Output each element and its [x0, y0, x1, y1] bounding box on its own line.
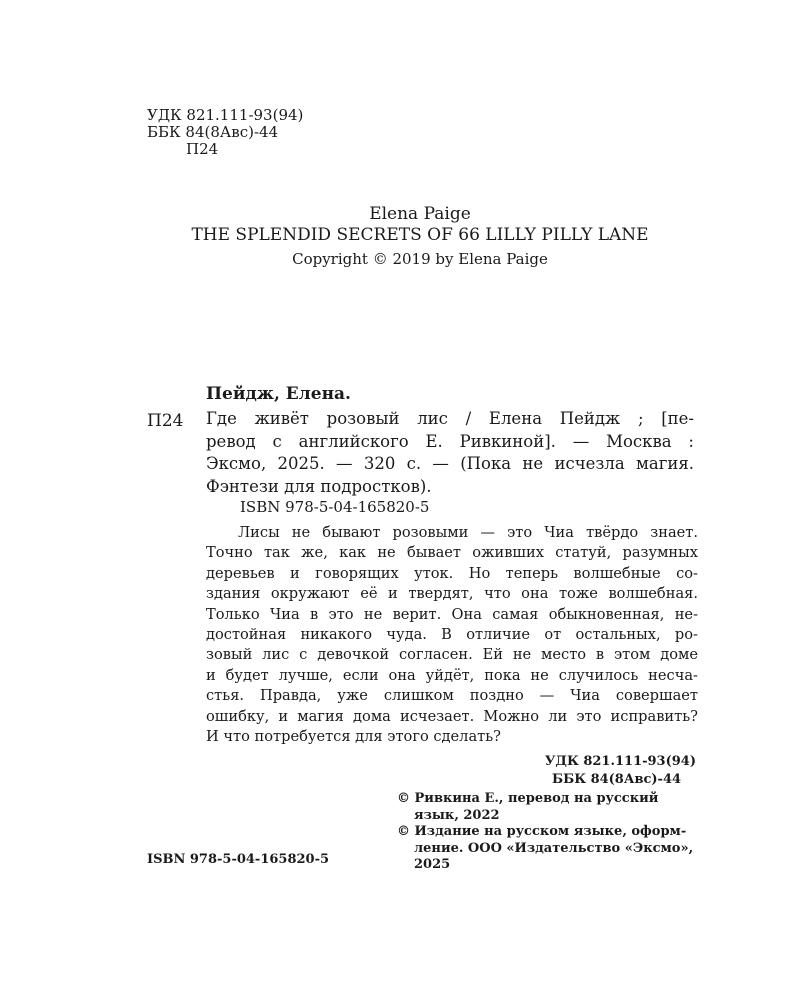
abstract-line: деревьев и говорящих уток. Но теперь волшебные со- — [206, 564, 698, 582]
copyright-line: © Издание на русском языке, оформ- — [397, 824, 687, 839]
copyright-line: © Ривкина Е., перевод на русский — [397, 791, 659, 806]
original-copyright: Copyright © 2019 by Elena Paige — [292, 250, 548, 268]
abstract-line: стья. Правда, уже слишком поздно — Чиа совершает — [206, 687, 698, 705]
abstract-line: ошибку, и магия дома исчезает. Можно ли это исправить? — [206, 707, 698, 725]
abstract-line: Только Чиа в это не верит. Она самая обыкновенная, не- — [206, 605, 698, 623]
copyright-line: язык, 2022 — [414, 807, 500, 823]
abstract-line: зовый лис с девочкой согласен. Ей не место в этом доме — [206, 646, 698, 664]
copyright-line: 2025 — [414, 857, 451, 872]
record-author-heading: Пейдж, Елена. — [206, 384, 351, 404]
description-line: ревод с английского Е. Ривкиной]. — Москва : — [206, 431, 694, 451]
abstract-line: Точно так же, как не бывает оживших статуй, разумных — [206, 544, 698, 562]
bbk-code: ББК 84(8Авс)-44 — [147, 123, 279, 141]
abstract-line: достойная никакого чуда. В отличие от остальных, ро- — [206, 626, 698, 644]
abstract-line: И что потребуется для этого сделать? — [206, 728, 501, 746]
footer-copyright — [397, 791, 693, 874]
udk-code: УДК 821.111-93(94) — [147, 106, 304, 124]
description-line: Где живёт розовый лис / Елена Пейдж ; [пе- — [206, 409, 694, 428]
record-description — [206, 408, 694, 498]
abstract-line: и будет лучше, если она уйдёт, пока не случилось несча- — [206, 666, 698, 684]
description-line: Эксмо, 2025. — 320 с. — (Пока не исчезла магия. — [206, 454, 694, 473]
original-author: Elena Paige — [369, 204, 471, 224]
abstract — [206, 523, 698, 747]
abstract-line: здания окружают её и твердят, что она тоже волшебная. — [206, 585, 698, 603]
original-title: THE SPLENDID SECRETS OF 66 LILLY PILLY LANE — [191, 225, 649, 245]
abstract-line: Лисы не бывают розовыми — это Чиа твёрдо знает. — [238, 524, 698, 541]
record-author-mark: П24 — [147, 411, 184, 431]
abstract-udk: УДК 821.111-93(94) — [544, 754, 696, 769]
author-mark: П24 — [186, 140, 219, 158]
footer-isbn: ISBN 978-5-04-165820-5 — [147, 852, 330, 867]
abstract-bbk: ББК 84(8Авс)-44 — [552, 772, 682, 787]
copyright-line: ление. ООО «Издательство «Эксмо», — [414, 840, 694, 856]
record-isbn: ISBN 978-5-04-165820-5 — [240, 498, 430, 516]
description-line: Фэнтези для подростков). — [206, 476, 432, 496]
